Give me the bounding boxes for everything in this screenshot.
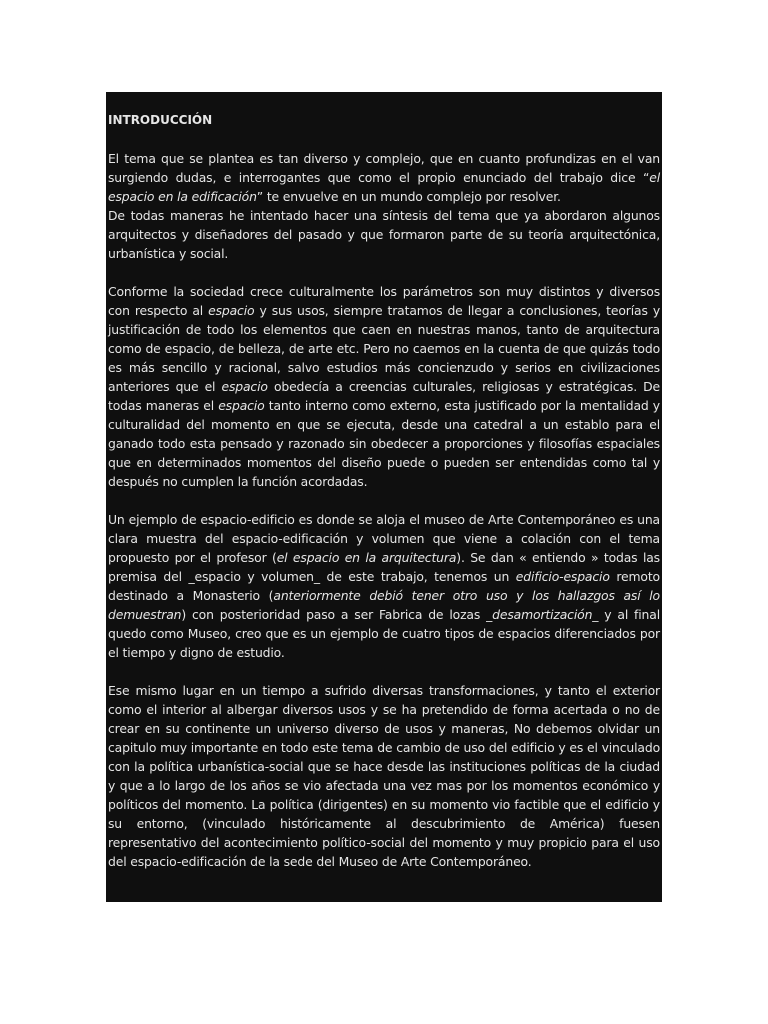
paragraph-4-text-c: remoto destinado a Monasterio ( — [108, 569, 660, 603]
paragraph-4 — [108, 510, 660, 662]
paragraph-3-text-a: Conforme la sociedad crece culturalmente los parámetros son muy distintos y diversos con respecto al — [108, 284, 660, 318]
paragraph-3 — [108, 282, 660, 491]
paragraph-4-text-a: Un ejemplo de espacio-edificio es donde se aloja el museo de Arte Contemporáneo es una clara muestra del espacio-edificación y volumen que viene a colación con el tema propuesto por el profesor ( — [108, 512, 660, 565]
paragraph-gap — [108, 491, 660, 510]
paragraph-4-emphasis-2: edificio-espacio — [515, 569, 610, 584]
paragraph-4-text-e: _ y al final quedo como Museo, creo que es un ejemplo de cuatro tipos de espacios diferenciados por el tiempo y digno de estudio. — [108, 607, 660, 660]
paragraph-4-emphasis-4: desamortización — [492, 607, 593, 622]
paragraph-gap — [108, 662, 660, 681]
paragraph-gap — [108, 263, 660, 282]
paragraph-1-text-b: ” te envuelve en un mundo complejo por resolver. — [256, 189, 561, 204]
paragraph-1 — [108, 149, 660, 206]
paragraph-4-emphasis-3: anteriormente debió tener otro uso y los hallazgos así lo demuestran — [108, 588, 660, 622]
paragraph-5: Ese mismo lugar en un tiempo a sufrido diversas transformaciones, y tanto el exterior como el interior al albergar diversos usos y se ha pretendido de forma acertada o no de crear en su continente un universo diverso de usos y maneras, No debemos olvidar un capitulo muy importante en todo este tema de cambio de uso del edificio y es el vinculado con la política urbanística-social que se hace desde las instituciones políticas de la ciudad y que a lo largo de los años se vio afectada una vez mas por los momentos económico y políticos del momento. La política (dirigentes) en su momento vio factible que el edificio y su entorno, (vinculado históricamente al descubrimiento de América) fuesen representativo del acontecimiento político-social del momento y muy propicio para el uso del espacio-edificación de la sede del Museo de Arte Contemporáneo. — [108, 683, 660, 869]
paragraph-3-emphasis-3: espacio — [218, 398, 265, 413]
paragraph-2: De todas maneras he intentado hacer una síntesis del tema que ya abordaron algunos arquitectos y diseñadores del pasado y que formaron parte de su teoría arquitectónica, urbanística y social. — [108, 208, 660, 261]
paragraph-4-text-b: ). Se dan « entiendo » todas las premisa del _espacio y volumen_ de este trabajo, tenemos un — [108, 550, 660, 584]
paragraph-3-emphasis-1: espacio — [208, 303, 255, 318]
paragraph-3-text-c: obedecía a creencias culturales, religiosas y estratégicas. De todas maneras el — [108, 379, 660, 413]
document-page — [106, 92, 662, 902]
paragraph-1-emphasis: el espacio en la edificación — [108, 170, 660, 204]
paragraph-1-text-a: El tema que se plantea es tan diverso y complejo, que en cuanto profundizas en el van surgiendo dudas, e interrogantes que como el propio enunciado del trabajo dice “ — [108, 151, 660, 185]
document-heading: INTRODUCCIÓN — [108, 113, 213, 127]
paragraph-4-text-d: ) con posterioridad paso a ser Fabrica de lozas _ — [181, 607, 493, 622]
paragraph-3-text-d: tanto interno como externo, esta justificado por la mentalidad y culturalidad del momento en que se ejecuta, desde una catedral a un establo para el ganado todo esta pensado y razonado sin obedecer a proporciones y filosofías espaciales que en determinados momentos del diseño puede o pueden ser entendidas como tal y después no cumplen la función acordadas. — [108, 398, 660, 489]
paragraph-3-emphasis-2: espacio — [221, 379, 268, 394]
paragraph-3-text-b: y sus usos, siempre tratamos de llegar a conclusiones, teorías y justificación de todo los elementos que caen en nuestras manos, tanto de arquitectura como de espacio, de belleza, de arte etc. Pero no caemos en la cuenta de que quizás todo es más sencillo y racional, salvo estudios más concienzudo y serios en civilizaciones anteriores que el — [108, 303, 660, 394]
paragraph-4-emphasis-1: el espacio en la arquitectura — [276, 550, 457, 565]
